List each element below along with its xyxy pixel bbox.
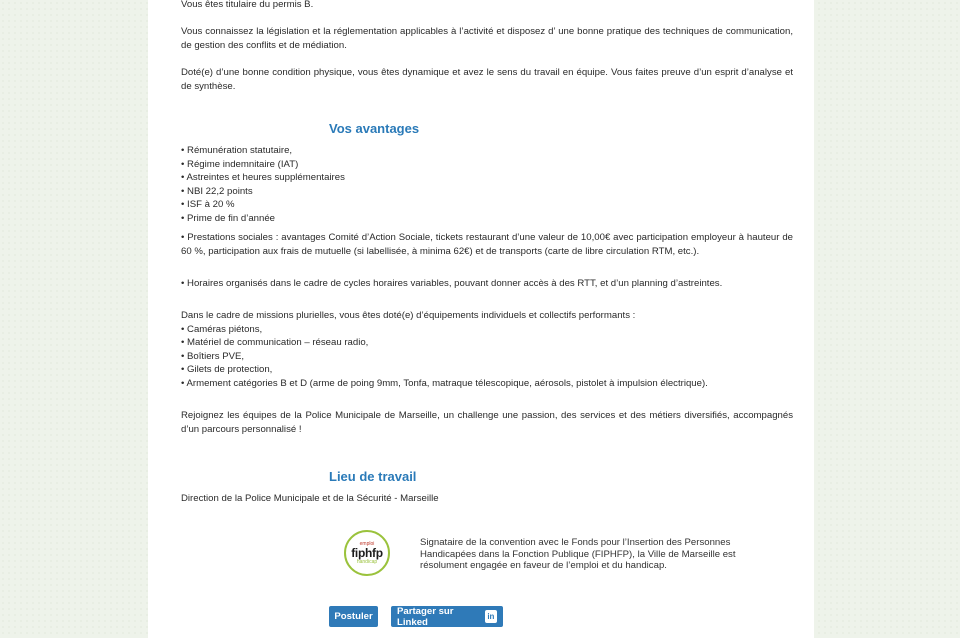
- lieu-title: Lieu de travail: [329, 469, 417, 484]
- equipements-intro: Dans le cadre de missions plurielles, vous êtes doté(e) d’équipements individuels et collectifs performants :: [181, 310, 636, 321]
- fiphfp-logo: emploi fiphfp handicap: [344, 530, 390, 576]
- list-item: • ISF à 20 %: [181, 199, 235, 211]
- share-label: Partager sur Linked: [397, 605, 454, 628]
- list-item: • Matériel de communication – réseau radio,: [181, 337, 369, 349]
- equipements-list: [181, 309, 793, 391]
- list-item: • Gilets de protection,: [181, 364, 273, 376]
- share-linkedin-button[interactable]: [391, 606, 503, 627]
- list-item: • Régime indemnitaire (IAT): [181, 158, 299, 170]
- horaires-text: • Horaires organisés dans le cadre de cycles horaires variables, pouvant donner accès à des RTT, et d’un planning d’astreintes.: [181, 278, 723, 289]
- profile-legislation: Vous connaissez la législation et la réglementation applicables à l’activité et disposez d’ une bonne pratique des techniques de communication, de gestion des conflits et de médiation.: [181, 26, 793, 51]
- list-item: • Rémunération statutaire,: [181, 145, 293, 156]
- apply-button[interactable]: Postuler: [329, 606, 378, 627]
- profile-condition: Doté(e) d’une bonne condition physique, vous êtes dynamique et avez le sens du travail en équipe. Vous faites preuve d’un esprit d’analyse et de synthèse.: [181, 67, 793, 92]
- list-item: • Armement catégories B et D (arme de poing 9mm, Tonfa, matraque télescopique, aérosols, pistolet à impulsion électrique).: [181, 377, 708, 389]
- avantages-list: [181, 144, 793, 226]
- list-item: • NBI 22,2 points: [181, 185, 253, 197]
- prestations-text: • Prestations sociales : avantages Comité d’Action Sociale, tickets restaurant d’une valeur de 10,00€ avec participation employeur à hauteur de 60 %, participation aux frais de mutuelle (si labellisée, à minima 62€) et de transports (carte de libre circulation RTM, etc.).: [181, 232, 793, 257]
- list-item: • Prime de fin d’année: [181, 212, 276, 224]
- rejoignez-text: Rejoignez les équipes de la Police Municipale de Marseille, un challenge une passion, des services et des métiers diversifiés, accompagnés d’un parcours personnalisé !: [181, 410, 793, 435]
- list-item: • Boîtiers PVE,: [181, 350, 245, 362]
- fiphfp-text: Signataire de la convention avec le Fonds pour l’Insertion des Personnes Handicapées dans la Fonction Publique (FIPHFP), la Ville de Marseille est résolument engagée en faveur de l’emploi et du handicap.: [420, 537, 736, 571]
- list-item: • Astreintes et heures supplémentaires: [181, 172, 345, 184]
- profile-permis: Vous êtes titulaire du permis B.: [181, 0, 314, 10]
- lieu-text: Direction de la Police Municipale et de la Sécurité - Marseille: [181, 493, 439, 504]
- avantages-title: Vos avantages: [329, 121, 420, 136]
- list-item: • Caméras piétons,: [181, 323, 263, 335]
- linkedin-icon: in: [485, 610, 497, 623]
